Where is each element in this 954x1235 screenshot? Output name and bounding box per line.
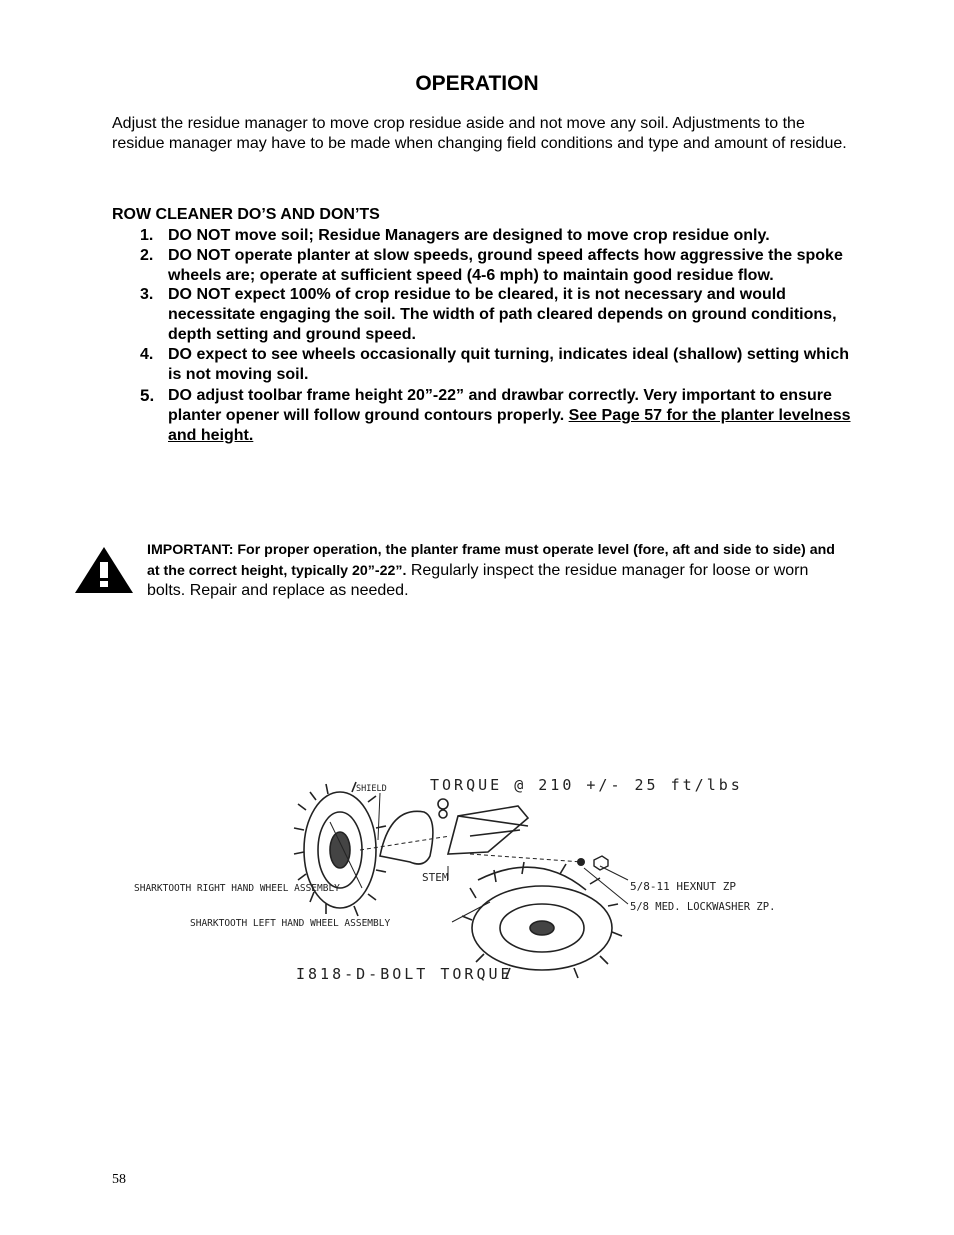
hexnut-label: 5/8-11 HEXNUT ZP [630, 880, 736, 893]
right-wheel-drawing [294, 782, 386, 916]
list-item [140, 226, 860, 246]
list-number: 2. [140, 246, 154, 264]
list-number: 3. [140, 286, 154, 304]
list-item [140, 246, 860, 286]
rules-list [140, 226, 860, 446]
list-item-text: DO adjust toolbar frame height 20”-22” and drawbar correctly. Very important to ensure planter opener will follow ground contours properly. [168, 387, 832, 425]
figure-caption: I818-D-BOLT TORQUE [296, 965, 513, 983]
list-item-text: DO expect to see wheels occasionally quit turning, indicates ideal (shallow) setting which is not moving soil. [168, 345, 850, 383]
list-item [140, 285, 860, 344]
parts-diagram [130, 770, 840, 990]
page-title: OPERATION [415, 72, 539, 95]
list-item-text: DO NOT operate planter at slow speeds, ground speed affects how aggressive the spoke wheels are; operate at sufficient speed (4-6 mph) to maintain good residue flow. [168, 246, 843, 284]
intro-paragraph: Adjust the residue manager to move crop residue aside and not move any soil. Adjustments to the residue manager may have to be made when changing field conditions and type and amount of residue. [112, 115, 847, 152]
section-heading: ROW CLEANER DO’S AND DON’TS [112, 206, 380, 223]
page-number: 58 [112, 1172, 126, 1187]
stem-drawing [438, 799, 528, 854]
stem-label: STEM [422, 871, 449, 884]
list-number: 1. [140, 227, 154, 244]
list-number: 5. [140, 386, 155, 406]
lockwasher-label: 5/8 MED. LOCKWASHER ZP. [630, 901, 776, 913]
warning-triangle-icon [74, 546, 134, 594]
shield-drawing [380, 811, 433, 864]
shield-label: SHIELD [356, 784, 387, 794]
list-number: 4. [140, 345, 154, 363]
torque-label: TORQUE @ 210 +/- 25 ft/lbs [430, 776, 743, 794]
warning-text: Regularly inspect the residue manager for loose or worn bolts. Repair and replace as needed. [147, 561, 809, 599]
list-item [140, 345, 860, 385]
warning-note [147, 540, 847, 601]
hexnut-drawing [594, 856, 608, 870]
list-item-text: DO NOT expect 100% of crop residue to be cleared, it is not necessary and would necessitate engaging the soil. The width of path cleared depends on ground conditions, depth setting and ground speed. [168, 286, 837, 343]
warning-bold-text: IMPORTANT: For proper operation, the planter frame must operate level (fore, aft and side to side) and at the correct height, typically 20”-22”. [147, 542, 835, 579]
list-item [140, 386, 860, 445]
list-item-text: DO NOT move soil; Residue Managers are designed to move crop residue only. [168, 227, 770, 244]
right-wheel-label: SHARKTOOTH RIGHT HAND WHEEL ASSEMBLY [134, 883, 340, 894]
left-wheel-label: SHARKTOOTH LEFT HAND WHEEL ASSEMBLY [190, 918, 391, 929]
page-reference-link[interactable]: See Page 57 for the planter levelness and height. [168, 407, 851, 444]
